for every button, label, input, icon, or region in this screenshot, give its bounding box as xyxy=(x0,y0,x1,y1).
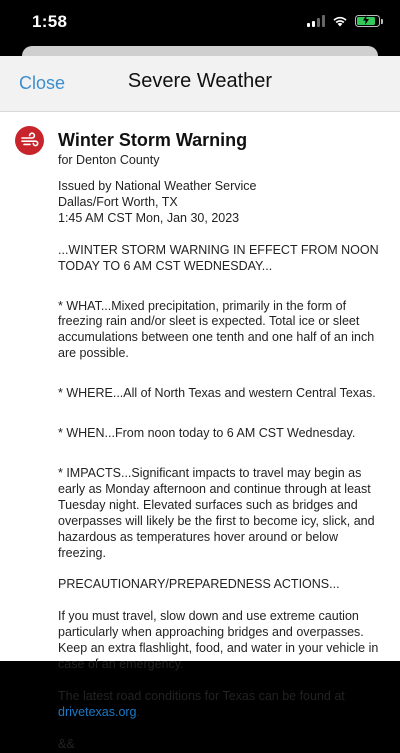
page-title: Severe Weather xyxy=(127,70,273,92)
status-time: 1:58 xyxy=(32,12,68,31)
drivetexas-link[interactable]: drivetexas.org xyxy=(58,704,137,719)
close-button[interactable]: Close xyxy=(19,73,66,93)
precautions-header: PRECAUTIONARY/PREPAREDNESS ACTIONS... xyxy=(58,577,340,592)
status-icons xyxy=(307,15,380,27)
issuing-office: Dallas/Fort Worth, TX xyxy=(58,194,178,209)
when-section: * WHEN...From noon today to 6 AM CST Wednesday. xyxy=(58,426,356,441)
road-conditions xyxy=(58,689,383,721)
alert-body xyxy=(58,179,383,753)
nav-bar xyxy=(0,56,400,112)
road-link-suffix: . xyxy=(136,704,140,719)
where-section: * WHERE...All of North Texas and western Central Texas. xyxy=(58,386,376,401)
wind-icon xyxy=(15,126,44,155)
alert-title: Winter Storm Warning xyxy=(58,130,248,150)
what-section: * WHAT...Mixed precipitation, primarily in the form of freezing rain and/or sleet is expected. Total ice or sleet accumulations between one tenth and one half of an inch are possible. xyxy=(58,298,375,361)
cellular-signal-icon xyxy=(307,15,325,27)
road-conditions-text: The latest road conditions for Texas can be found at xyxy=(58,688,345,703)
severe-weather-sheet xyxy=(0,56,400,751)
battery-icon xyxy=(355,15,380,27)
issued-time: 1:45 AM CST Mon, Jan 30, 2023 xyxy=(58,210,240,225)
status-bar xyxy=(0,0,400,44)
wifi-icon xyxy=(332,15,348,27)
alert-county: for Denton County xyxy=(58,153,160,167)
alert-trailer: && xyxy=(58,736,75,751)
impacts-section: * IMPACTS...Significant impacts to travel may begin as early as Monday afternoon and continue through at least Tuesday night. Elevated surfaces such as bridges and overpasses will likely be the first to become icy, slick, and hazardous as temperatures hover around or below freezing. xyxy=(58,465,375,560)
issued-by: Issued by National Weather Service xyxy=(58,179,257,193)
precautions-section: If you must travel, slow down and use extreme caution particularly when approaching bridges and overpasses. Keep an extra flashlight, food, and water in your vehicle in case of an emergency. xyxy=(58,609,379,672)
alert-headline: ...WINTER STORM WARNING IN EFFECT FROM NOON TODAY TO 6 AM CST WEDNESDAY... xyxy=(58,242,379,273)
